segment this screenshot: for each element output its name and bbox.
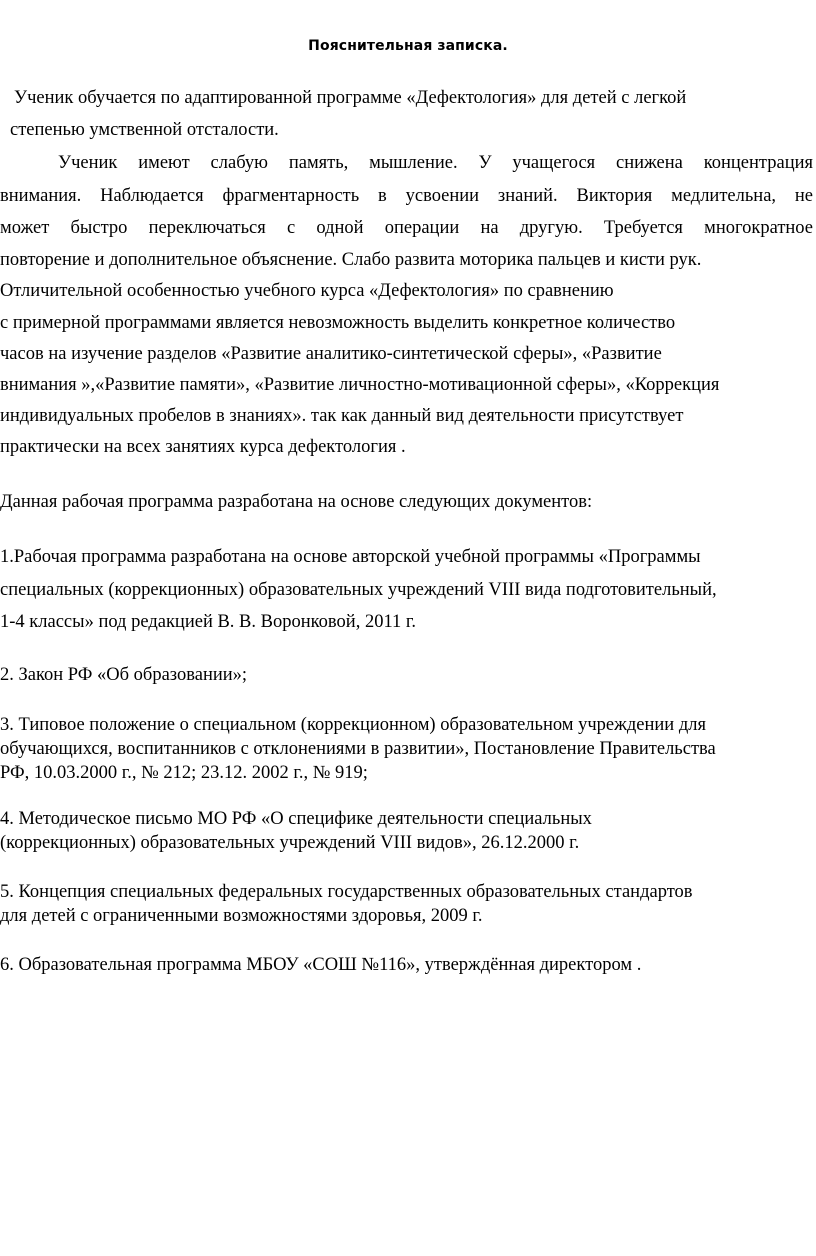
list-item-line: 1.Рабочая программа разработана на основе авторской учебной программы «Программы <box>0 547 701 567</box>
list-item-line: специальных (коррекционных) образовательных учреждений VIII вида подготовительный, <box>0 580 717 600</box>
paragraph-line: внимания. Наблюдается фрагментарность в усвоении знаний. Виктория медлительна, не <box>0 186 813 206</box>
paragraph-line: повторение и дополнительное объяснение. Слабо развита моторика пальцев и кисти рук. <box>0 250 702 270</box>
paragraph-line: практически на всех занятиях курса дефектология . <box>0 437 406 457</box>
list-item-line: 6. Образовательная программа МБОУ «СОШ №116», утверждённая директором . <box>0 955 642 975</box>
intro-line: Ученик обучается по адаптированной программе «Дефектология» для детей с легкой <box>14 88 687 108</box>
list-item-line: РФ, 10.03.2000 г., № 212; 23.12. 2002 г., № 919; <box>0 763 368 783</box>
list-item-line: 5. Концепция специальных федеральных государственных образовательных стандартов <box>0 882 693 902</box>
list-item-line: для детей с ограниченными возможностями здоровья, 2009 г. <box>0 906 483 926</box>
list-item-line: (коррекционных) образовательных учреждений VIII видов», 26.12.2000 г. <box>0 833 580 853</box>
list-item-line: 2. Закон РФ «Об образовании»; <box>0 665 248 685</box>
paragraph-line: с примерной программами является невозможность выделить конкретное количество <box>0 313 676 333</box>
intro-line: степенью умственной отсталости. <box>10 120 279 140</box>
paragraph-line: внимания »,«Развитие памяти», «Развитие личностно-мотивационной сферы», «Коррекция <box>0 375 720 395</box>
paragraph-line: часов на изучение разделов «Развитие аналитико-синтетической сферы», «Развитие <box>0 344 662 364</box>
list-item-line: 4. Методическое письмо МО РФ «О специфике деятельности специальных <box>0 809 592 829</box>
list-item-line: 3. Типовое положение о специальном (коррекционном) образовательном учреждении для <box>0 715 706 735</box>
list-item-line: обучающихся, воспитанников с отклонениями в развитии», Постановление Правительства <box>0 739 716 759</box>
paragraph-line: Отличительной особенностью учебного курса «Дефектология» по сравнению <box>0 281 614 301</box>
list-item-line: 1-4 классы» под редакцией В. В. Воронковой, 2011 г. <box>0 612 417 632</box>
basis-statement: Данная рабочая программа разработана на основе следующих документов: <box>0 492 593 512</box>
paragraph-line: индивидуальных пробелов в знаниях». так как данный вид деятельности присутствует <box>0 406 684 426</box>
document-title: Пояснительная записка. <box>308 38 508 54</box>
paragraph-line: может быстро переключаться с одной операции на другую. Требуется многократное <box>0 218 813 238</box>
paragraph-line: Ученик имеют слабую память, мышление. У учащегося снижена концентрация <box>58 153 813 173</box>
